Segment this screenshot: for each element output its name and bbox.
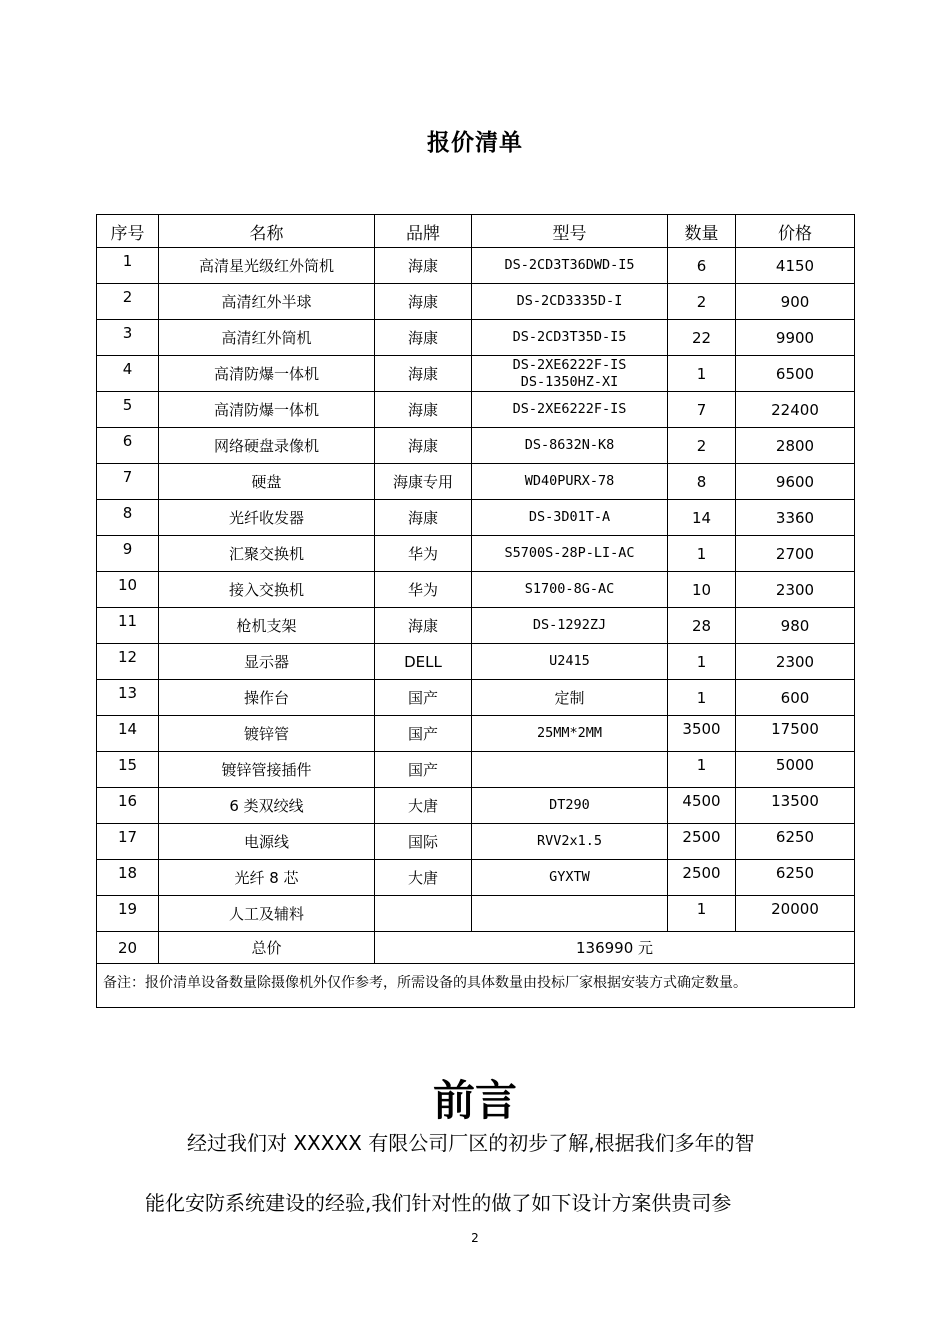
row-no: 17 bbox=[97, 824, 159, 860]
page-title: 报价清单 bbox=[427, 130, 523, 156]
row-price: 4150 bbox=[736, 248, 855, 284]
row-brand: 国产 bbox=[375, 752, 472, 788]
row-no: 7 bbox=[97, 464, 159, 500]
table-row bbox=[97, 536, 855, 572]
row-no: 18 bbox=[97, 860, 159, 896]
row-no: 19 bbox=[97, 896, 159, 932]
section-title: 前言 bbox=[432, 1076, 517, 1125]
row-brand: 国际 bbox=[375, 824, 472, 860]
row-name: 镀锌管接插件 bbox=[159, 752, 375, 788]
row-brand: 华为 bbox=[375, 572, 472, 608]
row-price: 17500 bbox=[736, 716, 855, 752]
row-model: 25MM*2MM bbox=[472, 716, 668, 752]
row-name: 高清星光级红外筒机 bbox=[159, 248, 375, 284]
table-row bbox=[97, 680, 855, 716]
row-model: U2415 bbox=[472, 644, 668, 680]
row-qty: 14 bbox=[668, 500, 736, 536]
total-no: 20 bbox=[97, 932, 159, 964]
row-qty: 1 bbox=[668, 680, 736, 716]
table-row bbox=[97, 788, 855, 824]
row-price: 2300 bbox=[736, 644, 855, 680]
quote-table bbox=[96, 214, 855, 1008]
row-price: 6500 bbox=[736, 356, 855, 392]
intro-paragraph bbox=[145, 1113, 815, 1233]
row-price: 13500 bbox=[736, 788, 855, 824]
row-brand: 国产 bbox=[375, 680, 472, 716]
table-row bbox=[97, 248, 855, 284]
row-no: 9 bbox=[97, 536, 159, 572]
row-model: GYXTW bbox=[472, 860, 668, 896]
row-name: 汇聚交换机 bbox=[159, 536, 375, 572]
table-row bbox=[97, 284, 855, 320]
table-row bbox=[97, 824, 855, 860]
row-model: DT290 bbox=[472, 788, 668, 824]
row-name: 枪机支架 bbox=[159, 608, 375, 644]
table-row bbox=[97, 356, 855, 392]
header-price: 价格 bbox=[736, 215, 855, 248]
row-name: 接入交换机 bbox=[159, 572, 375, 608]
row-name: 硬盘 bbox=[159, 464, 375, 500]
row-model: DS-2CD3335D-I bbox=[472, 284, 668, 320]
row-qty: 2500 bbox=[668, 860, 736, 896]
row-name: 高清防爆一体机 bbox=[159, 392, 375, 428]
row-name: 光纤 8 芯 bbox=[159, 860, 375, 896]
row-qty: 28 bbox=[668, 608, 736, 644]
paragraph-line-2: 能化安防系统建设的经验,我们针对性的做了如下设计方案供贵司参 bbox=[145, 1191, 732, 1215]
note-text: 备注：报价清单设备数量除摄像机外仅作参考，所需设备的具体数量由投标厂家根据安装方式确定数量。 bbox=[97, 964, 855, 1008]
row-model-line1: DS-2XE6222F-IS bbox=[512, 356, 627, 373]
row-qty: 1 bbox=[668, 752, 736, 788]
row-name: 人工及辅料 bbox=[159, 896, 375, 932]
table-row bbox=[97, 716, 855, 752]
row-no: 2 bbox=[97, 284, 159, 320]
row-no: 10 bbox=[97, 572, 159, 608]
row-brand: DELL bbox=[375, 644, 472, 680]
table-row bbox=[97, 320, 855, 356]
row-model: DS-2XE6222F-IS bbox=[472, 392, 668, 428]
row-model: WD40PURX-78 bbox=[472, 464, 668, 500]
row-qty: 1 bbox=[668, 356, 736, 392]
row-brand: 海康 bbox=[375, 356, 472, 392]
page-number: 2 bbox=[471, 1231, 479, 1245]
row-no: 6 bbox=[97, 428, 159, 464]
row-no: 12 bbox=[97, 644, 159, 680]
row-price: 6250 bbox=[736, 860, 855, 896]
paragraph-line-1: 经过我们对 XXXXX 有限公司厂区的初步了解,根据我们多年的智 bbox=[187, 1131, 755, 1155]
row-model bbox=[472, 752, 668, 788]
row-brand: 海康 bbox=[375, 392, 472, 428]
row-qty: 22 bbox=[668, 320, 736, 356]
row-name: 网络硬盘录像机 bbox=[159, 428, 375, 464]
row-qty: 4500 bbox=[668, 788, 736, 824]
row-price: 2300 bbox=[736, 572, 855, 608]
row-model bbox=[472, 896, 668, 932]
header-no: 序号 bbox=[97, 215, 159, 248]
table-row bbox=[97, 500, 855, 536]
row-no: 5 bbox=[97, 392, 159, 428]
row-model: DS-8632N-K8 bbox=[472, 428, 668, 464]
table-row bbox=[97, 392, 855, 428]
note-row bbox=[97, 964, 855, 1008]
row-price: 5000 bbox=[736, 752, 855, 788]
row-no: 16 bbox=[97, 788, 159, 824]
row-qty: 3500 bbox=[668, 716, 736, 752]
row-name: 高清防爆一体机 bbox=[159, 356, 375, 392]
row-price: 9900 bbox=[736, 320, 855, 356]
row-model: RVV2x1.5 bbox=[472, 824, 668, 860]
total-value: 136990 元 bbox=[375, 932, 855, 964]
table-row bbox=[97, 896, 855, 932]
row-qty: 1 bbox=[668, 536, 736, 572]
row-name: 显示器 bbox=[159, 644, 375, 680]
row-name: 6 类双绞线 bbox=[159, 788, 375, 824]
row-qty: 6 bbox=[668, 248, 736, 284]
row-no: 11 bbox=[97, 608, 159, 644]
row-brand: 国产 bbox=[375, 716, 472, 752]
row-model: S5700S-28P-LI-AC bbox=[472, 536, 668, 572]
row-qty: 7 bbox=[668, 392, 736, 428]
table-row bbox=[97, 608, 855, 644]
row-price: 900 bbox=[736, 284, 855, 320]
header-qty: 数量 bbox=[668, 215, 736, 248]
row-model: DS-2CD3T36DWD-I5 bbox=[472, 248, 668, 284]
row-qty: 2500 bbox=[668, 824, 736, 860]
row-brand: 海康 bbox=[375, 284, 472, 320]
row-brand: 海康 bbox=[375, 500, 472, 536]
row-model bbox=[472, 356, 668, 392]
table-row bbox=[97, 860, 855, 896]
row-brand: 海康 bbox=[375, 248, 472, 284]
row-price: 9600 bbox=[736, 464, 855, 500]
row-model: DS-3D01T-A bbox=[472, 500, 668, 536]
row-price: 2800 bbox=[736, 428, 855, 464]
row-brand: 大唐 bbox=[375, 788, 472, 824]
table-row bbox=[97, 428, 855, 464]
row-model: DS-1292ZJ bbox=[472, 608, 668, 644]
row-no: 8 bbox=[97, 500, 159, 536]
row-price: 3360 bbox=[736, 500, 855, 536]
table-row bbox=[97, 464, 855, 500]
row-no: 14 bbox=[97, 716, 159, 752]
row-name: 高清红外半球 bbox=[159, 284, 375, 320]
row-name: 镀锌管 bbox=[159, 716, 375, 752]
header-model: 型号 bbox=[472, 215, 668, 248]
row-price: 20000 bbox=[736, 896, 855, 932]
row-qty: 2 bbox=[668, 428, 736, 464]
row-brand: 海康专用 bbox=[375, 464, 472, 500]
row-qty: 2 bbox=[668, 284, 736, 320]
row-brand: 海康 bbox=[375, 320, 472, 356]
row-price: 980 bbox=[736, 608, 855, 644]
row-model-line2: DS-1350HZ-XI bbox=[520, 373, 619, 390]
row-price: 6250 bbox=[736, 824, 855, 860]
row-no: 15 bbox=[97, 752, 159, 788]
total-row bbox=[97, 932, 855, 964]
row-price: 600 bbox=[736, 680, 855, 716]
row-qty: 1 bbox=[668, 896, 736, 932]
row-no: 4 bbox=[97, 356, 159, 392]
row-name: 操作台 bbox=[159, 680, 375, 716]
row-no: 13 bbox=[97, 680, 159, 716]
table-row bbox=[97, 572, 855, 608]
row-brand: 海康 bbox=[375, 428, 472, 464]
row-no: 1 bbox=[97, 248, 159, 284]
table-row bbox=[97, 644, 855, 680]
row-brand: 海康 bbox=[375, 608, 472, 644]
row-no: 3 bbox=[97, 320, 159, 356]
header-name: 名称 bbox=[159, 215, 375, 248]
table-row bbox=[97, 752, 855, 788]
row-brand: 华为 bbox=[375, 536, 472, 572]
row-price: 22400 bbox=[736, 392, 855, 428]
row-brand: 大唐 bbox=[375, 860, 472, 896]
row-qty: 1 bbox=[668, 644, 736, 680]
row-model: S1700-8G-AC bbox=[472, 572, 668, 608]
row-price: 2700 bbox=[736, 536, 855, 572]
table-header-row bbox=[97, 215, 855, 248]
row-qty: 8 bbox=[668, 464, 736, 500]
row-name: 高清红外筒机 bbox=[159, 320, 375, 356]
row-brand bbox=[375, 896, 472, 932]
row-name: 光纤收发器 bbox=[159, 500, 375, 536]
header-brand: 品牌 bbox=[375, 215, 472, 248]
row-model: DS-2CD3T35D-I5 bbox=[472, 320, 668, 356]
row-model: 定制 bbox=[472, 680, 668, 716]
total-label: 总价 bbox=[159, 932, 375, 964]
row-name: 电源线 bbox=[159, 824, 375, 860]
row-qty: 10 bbox=[668, 572, 736, 608]
